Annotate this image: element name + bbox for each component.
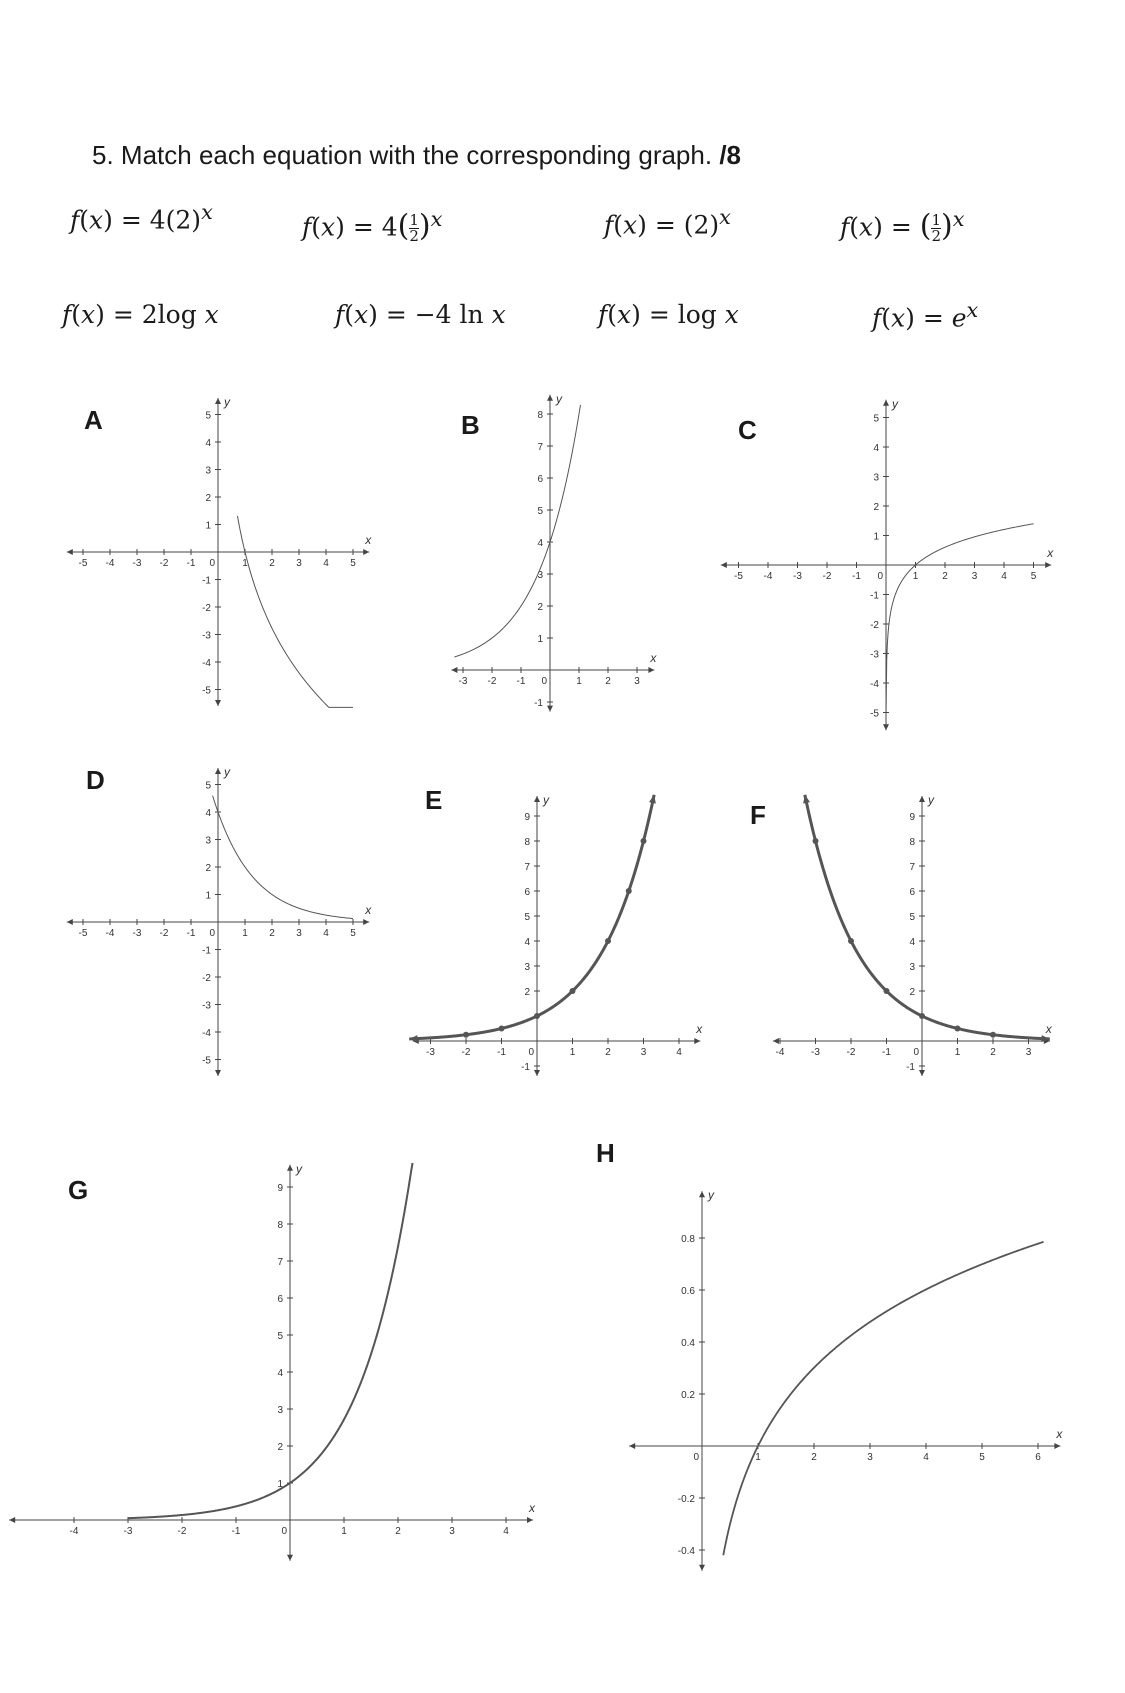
graph-h-origin-label: 0 (693, 1452, 699, 1463)
graph-b-x-tick-label: 3 (634, 676, 640, 687)
graph-g-y-arrow-up (287, 1165, 293, 1171)
graph-g-x-arrow-left (9, 1517, 15, 1523)
graph-c-x-tick-label: -5 (734, 571, 743, 582)
graph-h-y-tick-label: 0.8 (681, 1234, 695, 1245)
equation-2-log-x: f(x) = 2log x (62, 300, 219, 329)
graph-g-y-tick-label: 7 (277, 1257, 283, 1268)
graph-a-x-tick-label: -5 (78, 558, 88, 569)
graph-d-x-tick-label: 3 (296, 928, 302, 939)
graph-f-x-tick-label: 2 (990, 1047, 996, 1058)
graph-a-x-label: x (365, 533, 372, 547)
graph-g-x-arrow-right (527, 1517, 533, 1523)
graph-d-y-arrow-down (215, 1070, 221, 1076)
graph-b-x-arrow-left (451, 667, 457, 673)
graph-e-y-tick-label: 4 (524, 937, 530, 948)
graph-e-y-arrow-down (534, 1070, 540, 1076)
graph-f-x-tick-label: 1 (954, 1047, 961, 1058)
graph-a-x-arrow-right (363, 549, 369, 555)
graph-e-y-label: y (543, 793, 549, 807)
graph-g-y-tick-label: 3 (277, 1405, 283, 1416)
graph-d-x-tick-label: 4 (323, 928, 329, 939)
graph-d-curve (213, 796, 353, 919)
graph-c-y-arrow-up (883, 400, 889, 406)
graph-c-x-arrow-left (721, 562, 727, 568)
graph-c-curve (886, 524, 1033, 712)
graph-b-y-arrow-up (547, 395, 553, 401)
graph-a-y-tick-label: -3 (202, 630, 211, 642)
graph-c-y-tick-label: 2 (873, 502, 879, 513)
graph-c-y-tick-label: -5 (870, 708, 879, 720)
graph-d-y-tick-label: 3 (205, 835, 211, 847)
graph-g-x-tick-label: -3 (123, 1526, 133, 1537)
graph-e-y-tick-label: -1 (521, 1062, 530, 1073)
graph-h-x-tick-label: 6 (1035, 1452, 1041, 1463)
graph-d-x-tick-label: -1 (186, 928, 196, 939)
graph-f-x-label: x (1045, 1022, 1052, 1036)
graph-h-y-label: y (708, 1188, 714, 1203)
graph-a-y-arrow-down (215, 700, 221, 706)
graph-b-x-tick-label: 1 (576, 676, 582, 687)
graph-b-x-label: x (650, 651, 657, 665)
graph-f-y-label: y (928, 793, 934, 807)
graph-e-y-arrow-up (534, 796, 540, 802)
graph-h-y-arrow-up (699, 1191, 705, 1197)
graph-g-y-label: y (296, 1161, 302, 1176)
graph-a-x-tick-label: 3 (296, 558, 302, 569)
graph-d-x-tick-label: 5 (350, 928, 356, 939)
graph-h-x-tick-label: 1 (755, 1452, 761, 1463)
graph-g-y-tick-label: 5 (277, 1331, 283, 1342)
graph-label-c: C (738, 415, 757, 445)
graph-f-y-tick-label: 9 (909, 812, 915, 823)
graph-g-curve (128, 1163, 413, 1518)
graph-c-y-label: y (892, 396, 898, 411)
graph-label-g: G (68, 1175, 89, 1205)
graph-g-x-label: x (529, 1501, 535, 1515)
graph-h-x-arrow-right (1054, 1443, 1060, 1449)
graph-f-point (813, 838, 819, 844)
graph-e-y-tick-label: 5 (524, 912, 530, 923)
graph-a-x-tick-label: -3 (132, 558, 142, 569)
graph-g-x-tick-label: -2 (177, 1526, 187, 1537)
graph-f-y-tick-label: 8 (909, 837, 915, 848)
graph-e-point (605, 938, 611, 944)
graph-h-x-tick-label: 3 (867, 1452, 873, 1463)
graph-a-origin-label: 0 (209, 558, 215, 569)
graph-d-x-tick-label: 1 (242, 928, 248, 939)
graph-d-x-tick-label: 2 (269, 928, 275, 939)
graph-e-y-tick-label: 6 (524, 887, 530, 898)
graph-a-y-tick-label: 4 (205, 438, 211, 449)
graph-g-x-tick-label: -1 (231, 1526, 241, 1537)
graph-a-curve (237, 516, 353, 708)
graph-d-y-tick-label: 2 (205, 863, 211, 874)
graph-a-x-tick-label: 4 (323, 558, 329, 569)
graph-label-f: F (750, 800, 766, 830)
graph-d-y-tick-label: -5 (202, 1055, 211, 1067)
graph-c-x-tick-label: 2 (942, 571, 948, 582)
graph-h-x-label: x (1056, 1427, 1063, 1441)
graph-a-y-arrow-up (215, 398, 221, 404)
graph-f-x-tick-label: -3 (811, 1047, 820, 1058)
graph-f-x-tick-label: -4 (775, 1047, 785, 1058)
graph-e-x-tick-label: 4 (676, 1047, 682, 1058)
graph-a-y-tick-label: 1 (205, 520, 211, 532)
graph-e-point (626, 888, 632, 894)
graph-h-x-tick-label: 2 (811, 1452, 817, 1463)
graph-c-y-tick-label: -2 (870, 620, 879, 631)
graph-d-y-arrow-up (215, 768, 221, 774)
graph-d-y-tick-label: -4 (202, 1028, 211, 1039)
graph-a-x-tick-label: -1 (186, 558, 196, 569)
graph-e-y-tick-label: 7 (524, 862, 530, 873)
graph-f-y-tick-label: 7 (909, 862, 915, 873)
graph-g-y-tick-label: 9 (277, 1183, 283, 1194)
graph-e-x-tick-label: 2 (605, 1047, 611, 1058)
graph-a-x-tick-label: 2 (269, 558, 275, 569)
graph-a-x-tick-label: -4 (105, 558, 115, 569)
graph-c-x-label: x (1047, 546, 1054, 560)
graph-b-y-tick-label: 3 (537, 570, 543, 581)
graph-g-y-arrow-down (287, 1555, 293, 1561)
graph-e-x-tick-label: -2 (461, 1047, 471, 1058)
graph-g-x-tick-label: 1 (341, 1526, 347, 1537)
graph-b-x-tick-label: -1 (516, 676, 526, 687)
graph-e-y-tick-label: 9 (524, 812, 530, 823)
graph-f-point (919, 1013, 925, 1019)
graph-b-y-label: y (556, 391, 562, 406)
graph-b-y-arrow-down (547, 706, 553, 712)
graph-e-x-tick-label: 1 (569, 1047, 576, 1058)
graph-f-y-arrow-down (919, 1070, 925, 1076)
graph-h-y-tick-label: 0.4 (681, 1338, 695, 1349)
graph-f-y-tick-label: 5 (909, 912, 915, 923)
graph-h-y-tick-label: 0.6 (681, 1286, 695, 1297)
graph-a-x-tick-label: 5 (350, 558, 356, 569)
graph-c-x-tick-label: -2 (822, 571, 832, 582)
graph-d-x-arrow-right (363, 919, 369, 925)
graph-f-x-tick-label: -1 (882, 1047, 891, 1058)
graph-c-x-tick-label: -4 (763, 571, 773, 582)
graph-a-y-tick-label: 2 (205, 493, 211, 504)
graph-f-y-tick-label: 2 (909, 987, 915, 998)
equation-half-to-x: f(x) = (1 2 )$^x$ (840, 207, 965, 246)
graph-d-y-tick-label: 4 (205, 808, 211, 819)
graph-f-x-tick-label: 3 (1025, 1047, 1032, 1058)
equation-e-to-x: $f(x) = e^x$ (872, 298, 979, 333)
graph-b-x-tick-label: 2 (605, 676, 611, 687)
graph-d-x-tick-label: -5 (78, 928, 88, 939)
graph-b-y-tick-label: 7 (537, 442, 543, 453)
graph-a-y-tick-label: 3 (205, 465, 211, 477)
graph-c-x-tick-label: 1 (912, 571, 919, 582)
graph-h-x-tick-label: 4 (923, 1452, 929, 1463)
graph-f-curve (805, 795, 1050, 1039)
question-points: /8 (719, 140, 742, 170)
graph-b-origin-label: 0 (541, 676, 547, 687)
graph-e-x-tick-label: 3 (640, 1047, 647, 1058)
graph-label-b: B (461, 410, 480, 440)
graph-a-x-arrow-left (67, 549, 73, 555)
graph-e-y-tick-label: 3 (524, 962, 530, 973)
graph-d-x-label: x (365, 903, 372, 917)
graph-c-y-tick-label: -4 (870, 679, 879, 690)
graph-g-x-tick-label: 3 (449, 1526, 455, 1537)
graph-e-origin-label: 0 (528, 1047, 534, 1058)
graph-c-x-tick-label: 5 (1030, 571, 1037, 582)
graph-e-curve (409, 795, 654, 1039)
graph-a-x-tick-label: -2 (159, 558, 169, 569)
graph-g-x-tick-label: 2 (395, 1526, 401, 1537)
graph-a-y-tick-label: -4 (202, 658, 211, 669)
graph-g-y-tick-label: 2 (277, 1442, 283, 1453)
question-text: Match each equation with the corresponding graph. (120, 140, 713, 170)
graph-h-y-tick-label: -0.2 (677, 1494, 695, 1505)
graph-f-y-tick-label: 4 (909, 937, 915, 948)
graph-c-x-tick-label: 4 (1001, 571, 1007, 582)
graph-label-d: D (86, 765, 105, 795)
graph-a-y-tick-label: -2 (202, 603, 211, 614)
equation-4-times-half-to-x: f(x) = 4(1 2 )$^x$ (302, 207, 443, 246)
graph-f-x-tick-label: -2 (846, 1047, 856, 1058)
graph-c-y-tick-label: -1 (870, 590, 879, 602)
graph-d-origin-label: 0 (209, 928, 215, 939)
graph-e-y-tick-label: 8 (524, 837, 530, 848)
equation-2-to-x: $f(x) = (2)^x$ (604, 205, 731, 240)
graph-g-y-tick-label: 6 (277, 1294, 283, 1305)
graph-d-y-tick-label: -1 (202, 945, 211, 957)
graph-h-y-arrow-down (699, 1565, 705, 1571)
question-number: 5. (92, 140, 114, 170)
graph-g-x-tick-label: 4 (503, 1526, 509, 1537)
graph-f-y-arrow-up (919, 796, 925, 802)
graph-label-a: A (84, 405, 103, 435)
graph-a-y-tick-label: -5 (202, 685, 211, 697)
equation-neg-4-ln-x: f(x) = −4 ln x (335, 300, 506, 329)
graph-d-y-tick-label: -2 (202, 973, 211, 984)
graph-g-x-tick-label: -4 (69, 1526, 79, 1537)
graph-b-curve (454, 405, 580, 657)
graph-g-y-tick-label: 8 (277, 1220, 283, 1231)
graph-e-x-tick-label: -1 (497, 1047, 506, 1058)
graph-e-point (499, 1026, 505, 1032)
graph-f-point (990, 1032, 996, 1038)
graph-c-x-tick-label: -1 (852, 571, 861, 582)
graph-d-x-tick-label: -4 (105, 928, 115, 939)
graph-d-x-arrow-left (67, 919, 73, 925)
graph-a-y-label: y (224, 395, 230, 409)
graph-b-x-tick-label: -3 (458, 676, 468, 687)
graph-e-x-label: x (696, 1022, 703, 1036)
graph-g-y-tick-label: 1 (277, 1479, 283, 1490)
graph-c-y-tick-label: 1 (873, 531, 879, 543)
graph-f-y-tick-label: 6 (909, 887, 915, 898)
graph-b-y-tick-label: 6 (537, 474, 543, 485)
graph-f-point (884, 988, 890, 994)
graph-d-y-tick-label: 5 (205, 780, 211, 792)
equation-4-times-2-to-x: $f(x) = 4(2)^x$ (70, 200, 213, 235)
graph-b-y-tick-label: 8 (537, 410, 543, 421)
graph-d-y-label: y (224, 765, 230, 779)
graph-c-x-tick-label: 3 (971, 571, 978, 582)
graph-c-origin-label: 0 (877, 571, 883, 582)
graph-e-x-arrow-right (694, 1038, 700, 1044)
graph-h-curve (723, 1242, 1043, 1555)
graph-e-x-tick-label: -3 (426, 1047, 435, 1058)
graph-c-x-arrow-right (1045, 562, 1051, 568)
graph-d-x-tick-label: -3 (132, 928, 142, 939)
graph-d-y-tick-label: 1 (205, 890, 211, 902)
graph-h-x-arrow-left (629, 1443, 635, 1449)
graph-a-y-tick-label: -1 (202, 575, 211, 587)
graph-b-y-tick-label: 5 (537, 506, 543, 517)
graph-h-y-tick-label: 0.2 (681, 1390, 695, 1401)
graph-b-y-tick-label: 2 (537, 602, 543, 613)
graph-c-y-tick-label: -3 (870, 649, 879, 661)
graph-c-x-tick-label: -3 (793, 571, 802, 582)
graph-e-point (641, 838, 647, 844)
graph-label-h: H (596, 1138, 615, 1168)
graph-e-point (463, 1032, 469, 1038)
equation-log-x: f(x) = log x (598, 300, 739, 329)
graph-b-x-arrow-right (648, 667, 654, 673)
graph-a-y-tick-label: 5 (205, 410, 211, 422)
graph-label-e: E (425, 785, 443, 815)
graph-h-x-tick-label: 5 (979, 1452, 985, 1463)
graph-d-y-tick-label: -3 (202, 1000, 211, 1012)
graph-c-y-tick-label: 4 (873, 443, 879, 454)
graph-f-point (848, 938, 854, 944)
graph-e-point (570, 988, 576, 994)
graph-h-y-tick-label: -0.4 (677, 1546, 695, 1557)
graph-f-y-tick-label: -1 (906, 1062, 915, 1073)
graph-f-point (955, 1026, 961, 1032)
graph-b-y-tick-label: 1 (537, 634, 543, 645)
graph-b-y-tick-label: -1 (534, 698, 543, 709)
graph-d-x-tick-label: -2 (159, 928, 169, 939)
graph-a-x-tick-label: 1 (242, 558, 248, 569)
graph-e-y-tick-label: 2 (524, 987, 530, 998)
graph-c-y-arrow-down (883, 724, 889, 730)
graph-c-y-tick-label: 5 (873, 413, 879, 425)
graph-f-x-arrow-left (773, 1038, 779, 1044)
graph-f-origin-label: 0 (913, 1047, 919, 1058)
graph-c-y-tick-label: 3 (873, 472, 879, 484)
graph-g-y-tick-label: 4 (277, 1368, 283, 1379)
graph-e-point (534, 1013, 540, 1019)
graph-b-y-tick-label: 4 (537, 538, 543, 549)
graph-f-y-tick-label: 3 (909, 962, 915, 973)
graph-g-origin-label: 0 (281, 1526, 287, 1537)
graph-b-x-tick-label: -2 (487, 676, 497, 687)
